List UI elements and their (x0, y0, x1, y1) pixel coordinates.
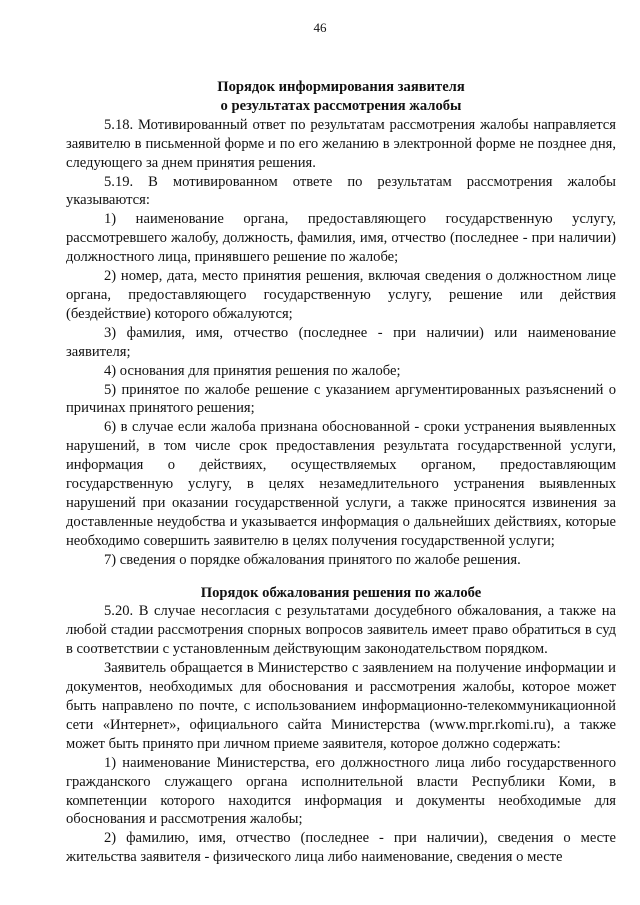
list-item-2: 2) номер, дата, место принятия решения, включая сведения о должностном лице органа, предоставляющего государственную услугу, решение или действия (бездействие) которого обжалуются; (66, 268, 616, 322)
section-heading-informing-line1: Порядок информирования заявителя (217, 79, 465, 95)
section-heading-appeal: Порядок обжалования решения по жалобе (200, 584, 482, 601)
paragraph-5-19: 5.19. В мотивированном ответе по результатам рассмотрения жалобы указываются: (66, 173, 616, 209)
request-item-1: 1) наименование Министерства, его должностного лица либо государственного гражданского служащего органа исполнительной власти Республики Коми, в компетенции которого находится информация и документы необходимые для обоснования и рассмотрения жалобы; (66, 754, 616, 828)
section-heading-informing-line2: о результатах рассмотрения жалобы (220, 97, 462, 114)
page-number: 46 (313, 20, 327, 35)
list-item-7: 7) сведения о порядке обжалования принятого по жалобе решения. (104, 551, 521, 568)
list-item-3: 3) фамилия, имя, отчество (последнее - при наличии) или наименование заявителя; (66, 324, 616, 360)
list-item-6: 6) в случае если жалоба признана обоснованной - сроки устранения выявленных нарушений, в том числе срок предоставления результата государственной услуги, информация о действиях, осуществляемых органом, предоставляющим государственную услугу, в целях незамедлительного устранения выявленных нарушений при оказании государственной услуги, а также приносятся извинения за доставленные неудобства и указывается информация о дальнейших действиях, которые необходимо совершить заявителю в целях получения государственной услуги; (66, 419, 616, 549)
paragraph-5-20: 5.20. В случае несогласия с результатами досудебного обжалования, а также на любой стадии рассмотрения спорных вопросов заявитель имеет право обратиться в суд в соответствии с установленным действующим законодательством порядком. (66, 603, 616, 658)
page-content (66, 78, 616, 867)
paragraph-5-18: 5.18. Мотивированный ответ по результатам рассмотрения жалобы направляется заявителю в письменной форме и по его желанию в электронной форме не позднее дня, следующего за днем принятия решения. (66, 116, 616, 171)
paragraph-applicant-request: Заявитель обращается в Министерство с заявлением на получение информации и документов, необходимых для обоснования и рассмотрения жалобы, которое может быть направлено по почте, с использованием информационно-телекоммуникационной сети «Интернет», официального сайта Министерства (www.mpr.rkomi.ru), а также может быть принято при личном приеме заявителя, которое должно содержать: (66, 660, 616, 752)
list-item-1: 1) наименование органа, предоставляющего государственную услугу, рассмотревшего жалобу, должность, фамилия, имя, отчество (последнее - при наличии) должностного лица, принявшего решение по жалобе; (66, 211, 616, 266)
list-item-4: 4) основания для принятия решения по жалобе; (104, 362, 401, 379)
list-item-5: 5) принятое по жалобе решение с указанием аргументированных разъяснений о причинах принятого решения; (66, 381, 616, 417)
section-spacer (66, 570, 616, 584)
request-item-2: 2) фамилию, имя, отчество (последнее - при наличии), сведения о месте жительства заявителя - физического лица либо наименование, сведения о месте (66, 830, 616, 866)
